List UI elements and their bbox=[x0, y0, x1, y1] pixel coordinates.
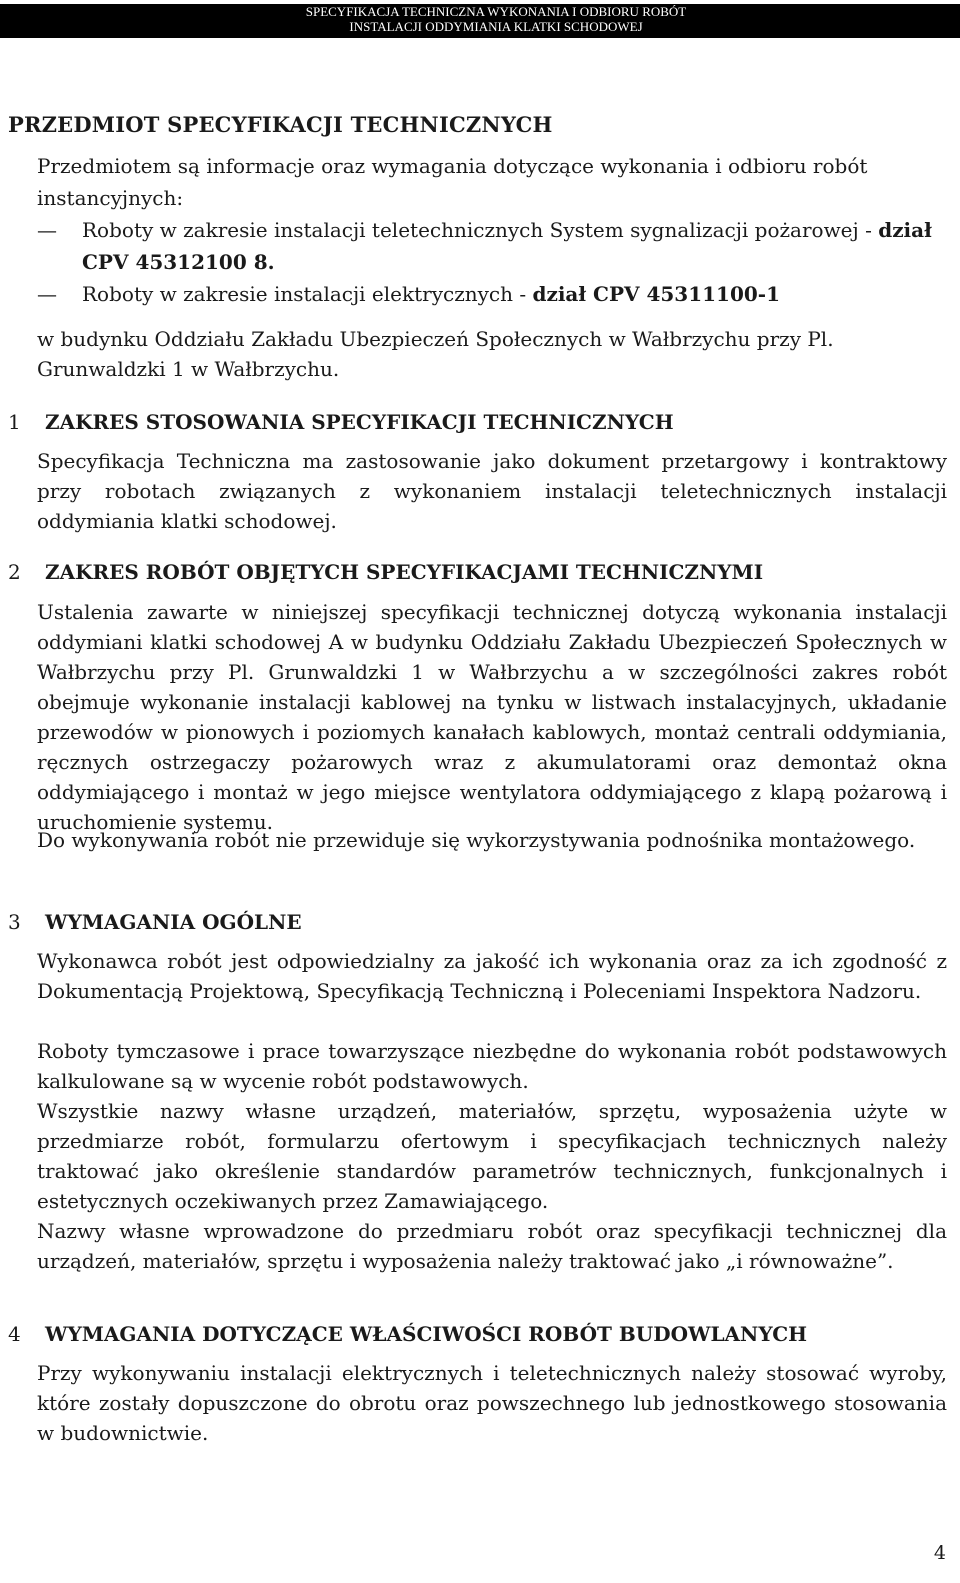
list-item-text: Roboty w zakresie instalacji teletechnicznych System sygnalizacji pożarowej - bbox=[82, 218, 879, 242]
section-title: WYMAGANIA OGÓLNE bbox=[45, 910, 302, 934]
header-line-1: SPECYFIKACJA TECHNICZNA WYKONANIA I ODBIORU ROBÓT bbox=[305, 4, 687, 19]
section-paragraph: Roboty tymczasowe i prace towarzyszące niezbędne do wykonania robót podstawowych kalkulowane są w wycenie robót podstawowych. bbox=[37, 1039, 947, 1093]
section-paragraph: Przy wykonywaniu instalacji elektrycznych i teletechnicznych należy stosować wyroby, które zostały dopuszczone do obrotu oraz powszechnego lub jednostkowego stosowania w budownictwie. bbox=[37, 1361, 947, 1445]
section-paragraph: Ustalenia zawarte w niniejszej specyfikacji technicznej dotyczą wykonania instalacji oddymiani klatki schodowej A w budynku Oddziału Zakładu Ubezpieczeń Społecznych w Wałbrzychu przy Pl. Grunwaldzki 1 w Wałbrzychu a w szczególności zakres robót obejmuje wykonanie instalacji kablowej na tynku w listwach instalacyjnych, układanie przewodów w pionowych i poziomych kanałach kablowych, montaż centrali oddymiania, ręcznych ostrzegaczy pożarowych wraz z akumulatorami oraz demontaż okna oddymiającego i montaż w jego miejsce wentylatora oddymiającego z klapą pożarową i uruchomienie systemu. bbox=[37, 600, 947, 834]
page-number: 4 bbox=[933, 1542, 946, 1564]
scope-list bbox=[37, 214, 957, 310]
header-line-2: INSTALACJI ODDYMIANIA KLATKI SCHODOWEJ bbox=[349, 19, 643, 34]
section-paragraph: Wszystkie nazwy własne urządzeń, materiałów, sprzętu, wyposażenia użyte w przedmiarze robót, formularzu ofertowym i specyfikacjach technicznych należy traktować jako określenie standardów parametrów technicznych, funkcjonalnych i estetycznych oczekiwanych przez Zamawiającego. bbox=[37, 1099, 947, 1213]
document-title: PRZEDMIOT SPECYFIKACJI TECHNICZNYCH bbox=[8, 112, 553, 137]
list-item bbox=[37, 214, 957, 278]
section-paragraph: Wykonawca robót jest odpowiedzialny za jakość ich wykonania oraz za ich zgodność z Dokumentacją Projektową, Specyfikacją Techniczną i Poleceniami Inspektora Nadzoru. bbox=[37, 949, 947, 1003]
list-item-text: Roboty w zakresie instalacji elektrycznych - bbox=[82, 282, 533, 306]
section-paragraph: Nazwy własne wprowadzone do przedmiaru robót oraz specyfikacji technicznej dla urządzeń, materiałów, sprzętu i wyposażenia należy traktować jako „i równoważne”. bbox=[37, 1219, 947, 1273]
location-paragraph: w budynku Oddziału Zakładu Ubezpieczeń Społecznych w Wałbrzychu przy Pl. Grunwaldzki 1 w Wałbrzychu. bbox=[37, 327, 834, 381]
list-item-cpv: dział CPV 45312100 8. bbox=[82, 218, 932, 274]
section-paragraph: Do wykonywania robót nie przewiduje się wykorzystywania podnośnika montażowego. bbox=[37, 828, 916, 852]
section-number: 4 bbox=[8, 1322, 21, 1346]
section-title: ZAKRES ROBÓT OBJĘTYCH SPECYFIKACJAMI TECHNICZNYMI bbox=[45, 560, 764, 584]
section-paragraph: Specyfikacja Techniczna ma zastosowanie jako dokument przetargowy i kontraktowy przy robotach związanych z wykonaniem instalacji teletechnicznych instalacji oddymiania klatki schodowej. bbox=[37, 449, 947, 533]
list-item-cpv: dział CPV 45311100-1 bbox=[532, 282, 781, 306]
section-title: ZAKRES STOSOWANIA SPECYFIKACJI TECHNICZNYCH bbox=[45, 410, 674, 434]
section-title: WYMAGANIA DOTYCZĄCE WŁAŚCIWOŚCI ROBÓT BUDOWLANYCH bbox=[45, 1322, 808, 1346]
list-item bbox=[37, 278, 957, 310]
intro-paragraph: Przedmiotem są informacje oraz wymagania dotyczące wykonania i odbioru robót instancyjnych: bbox=[37, 154, 868, 210]
page-header bbox=[0, 4, 960, 38]
section-number: 3 bbox=[8, 910, 21, 934]
section-number: 1 bbox=[8, 410, 21, 434]
section-number: 2 bbox=[8, 560, 21, 584]
